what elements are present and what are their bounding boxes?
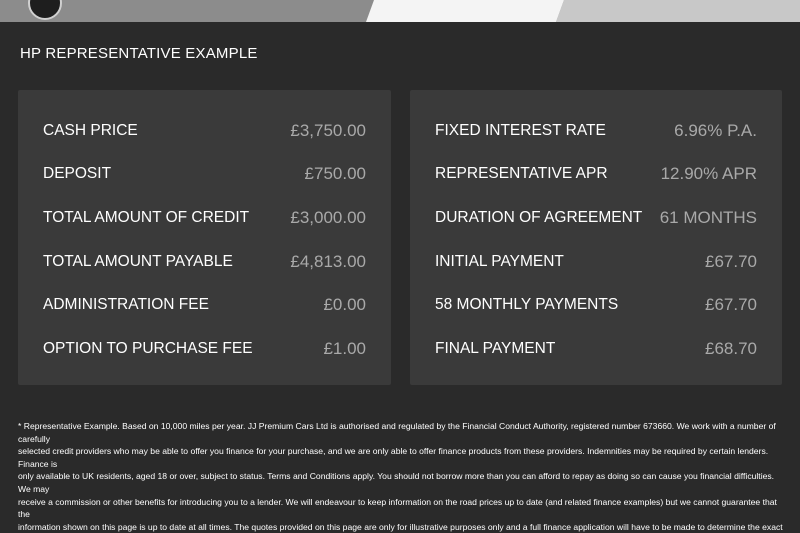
- finance-row-admin-fee: [43, 293, 366, 317]
- finance-row-interest-rate: [435, 119, 757, 143]
- row-label: TOTAL AMOUNT OF CREDIT: [43, 209, 250, 226]
- row-label: CASH PRICE: [43, 122, 138, 139]
- row-value: 6.96% P.A.: [674, 121, 757, 140]
- row-label: OPTION TO PURCHASE FEE: [43, 340, 253, 357]
- top-banner: [0, 0, 800, 22]
- row-value: £3,000.00: [290, 208, 366, 227]
- disclaimer-line: information shown on this page is up to date at all times. The quotes provided on this page are only for illustrative purposes only and a full finance application will have to be made to determine the exact: [18, 521, 783, 532]
- finance-disclaimer: [18, 420, 788, 533]
- disclaimer-line: receive a commission or other benefits for introducing you to a lender. We will endeavour to keep information on the road prices up to date (and related finance examples) but we cannot guarantee that the: [18, 496, 777, 520]
- finance-row-duration: [435, 206, 757, 230]
- row-value: £68.70: [705, 339, 757, 358]
- row-label: 58 MONTHLY PAYMENTS: [435, 296, 619, 313]
- disclaimer-line: selected credit providers who may be able to offer you finance for your purchase, and we are only able to offer finance products from these providers. Indemnities may be required by certain lenders. Finance is: [18, 446, 769, 469]
- row-label: FIXED INTEREST RATE: [435, 122, 606, 139]
- banner-segment-white: [366, 0, 564, 22]
- row-label: DEPOSIT: [43, 165, 112, 182]
- disclaimer-line: only available to UK residents, aged 18 or over, subject to status. Terms and Conditions apply. You should not borrow more than you can afford to repay as doing so can cause you financial difficulties. We may: [18, 471, 775, 494]
- banner-segment-light: [556, 0, 800, 22]
- finance-row-total-credit: [43, 206, 366, 230]
- finance-summary-panel: [18, 90, 391, 385]
- row-value: £750.00: [304, 164, 366, 183]
- row-value: £0.00: [323, 295, 366, 314]
- finance-row-monthly-payments: [435, 293, 757, 317]
- finance-terms-panel: [410, 90, 782, 385]
- row-label: INITIAL PAYMENT: [435, 253, 564, 270]
- row-label: ADMINISTRATION FEE: [43, 296, 209, 313]
- finance-row-total-payable: [43, 250, 366, 274]
- page-title: HP REPRESENTATIVE EXAMPLE: [20, 45, 258, 62]
- row-label: DURATION OF AGREEMENT: [435, 209, 643, 226]
- finance-row-cash-price: [43, 119, 366, 143]
- finance-row-final-payment: [435, 337, 757, 361]
- row-label: TOTAL AMOUNT PAYABLE: [43, 253, 233, 270]
- row-label: REPRESENTATIVE APR: [435, 165, 608, 182]
- row-value: £67.70: [705, 295, 757, 314]
- disclaimer-line: * Representative Example. Based on 10,000 miles per year. JJ Premium Cars Ltd is authorised and regulated by the Financial Conduct Authority, registered number 673660. We work with a number of carefully: [18, 421, 776, 444]
- row-value: £67.70: [705, 252, 757, 271]
- row-value: £4,813.00: [290, 252, 366, 271]
- finance-row-deposit: [43, 162, 366, 186]
- row-label: FINAL PAYMENT: [435, 340, 556, 357]
- row-value: 61 MONTHS: [659, 208, 757, 227]
- finance-row-initial-payment: [435, 250, 757, 274]
- finance-row-apr: [435, 162, 757, 186]
- row-value: £3,750.00: [290, 121, 366, 140]
- row-value: £1.00: [323, 339, 366, 358]
- row-value: 12.90% APR: [660, 164, 757, 183]
- finance-row-option-fee: [43, 337, 366, 361]
